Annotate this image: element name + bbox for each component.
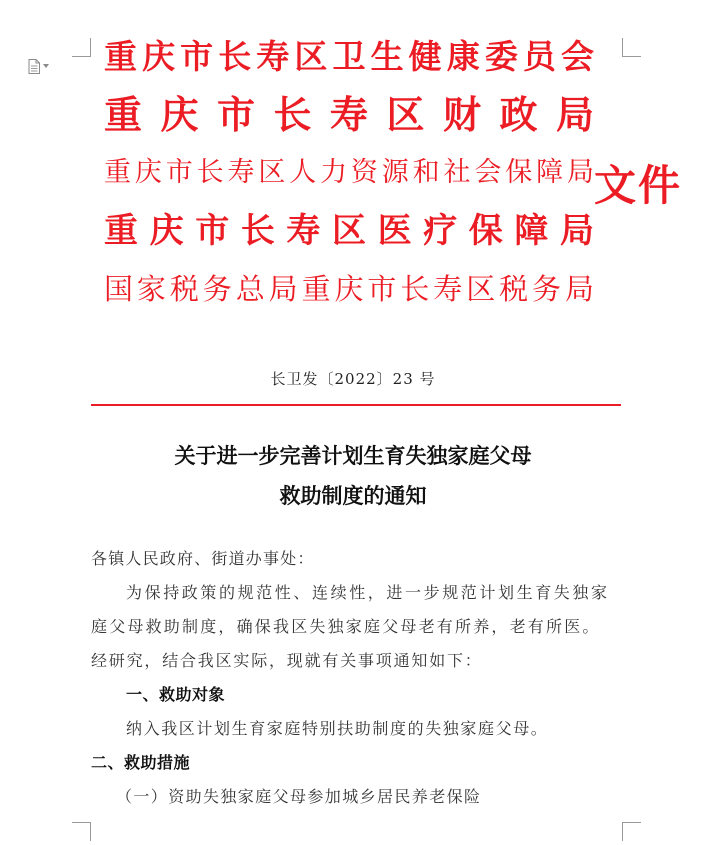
agency-health-commission: 重庆市长寿区卫生健康委员会	[104, 37, 594, 76]
addressee: 各镇人民政府、街道办事处：	[91, 549, 315, 568]
document-options-button[interactable]	[28, 58, 56, 74]
crop-mark-top-left	[72, 38, 91, 57]
crop-mark-top-right	[622, 38, 641, 57]
section-2-heading: 二、救助措施	[91, 753, 191, 772]
agency-tax-bureau: 国家税务总局重庆市长寿区税务局	[104, 272, 594, 306]
red-separator-line	[91, 404, 621, 406]
agency-medical-security-bureau: 重庆市长寿区医疗保障局	[104, 211, 594, 251]
body-line: 经研究，结合我区实际，现就有关事项通知如下：	[91, 651, 483, 670]
body-line: 为保持政策的规范性、连续性，进一步规范计划生育失独家	[126, 583, 610, 602]
document-title-line-1: 关于进一步完善计划生育失独家庭父母	[174, 443, 532, 468]
section-1-heading: 一、救助对象	[126, 685, 226, 704]
subsection-1-heading: （一）资助失独家庭父母参加城乡居民养老保险	[116, 787, 482, 806]
body-line: 庭父母救助制度，确保我区失独家庭父母老有所养，老有所医。	[91, 617, 601, 636]
crop-mark-bottom-right	[622, 822, 641, 841]
section-1-content: 纳入我区计划生育家庭特别扶助制度的失独家庭父母。	[126, 719, 549, 738]
crop-mark-bottom-left	[72, 822, 91, 841]
issuing-agencies	[104, 28, 594, 318]
document-title-line-2: 救助制度的通知	[279, 483, 427, 508]
agency-human-resources-bureau: 重庆市长寿区人力资源和社会保障局	[104, 157, 594, 188]
dropdown-arrow-icon	[43, 64, 49, 68]
agency-finance-bureau: 重 庆 市 长 寿 区 财 政 局	[104, 92, 594, 137]
document-suffix: 文件	[594, 161, 683, 210]
document-icon	[28, 59, 40, 74]
document-number: 长卫发〔2022〕23 号	[270, 370, 436, 388]
